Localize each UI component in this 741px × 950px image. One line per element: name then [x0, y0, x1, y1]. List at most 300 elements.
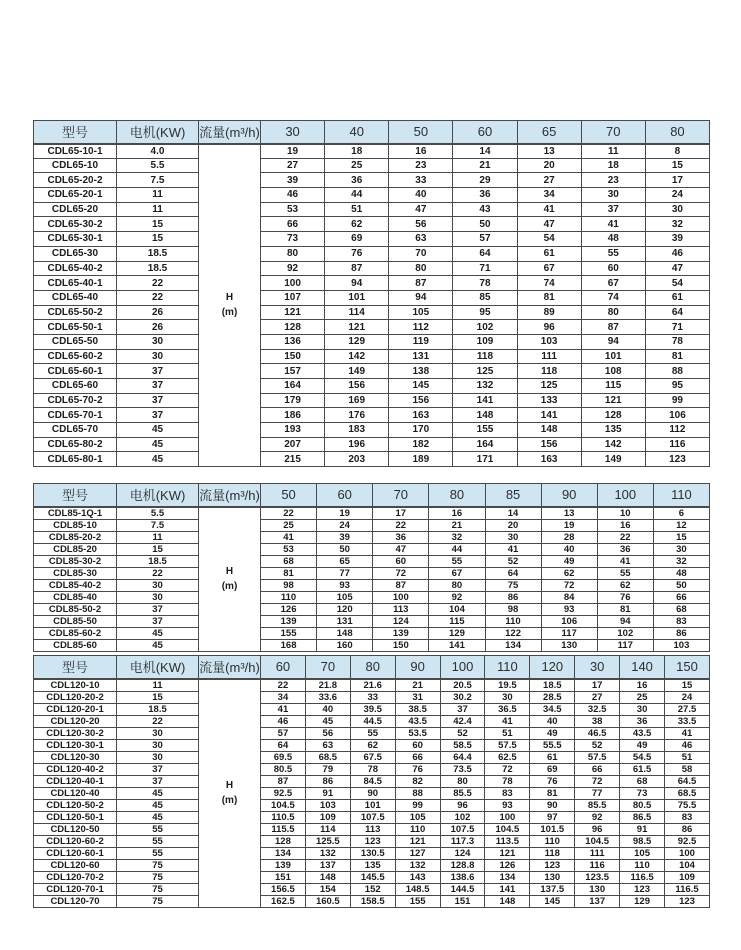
value-cell: 66	[653, 591, 709, 603]
value-cell: 129	[620, 895, 665, 907]
value-cell: 94	[581, 334, 645, 349]
value-cell: 96	[517, 320, 581, 335]
table-row	[34, 290, 710, 305]
motor-cell: 55	[117, 847, 199, 859]
value-cell: 116	[575, 859, 620, 871]
value-cell: 162.5	[261, 895, 306, 907]
value-cell: 107.5	[440, 823, 485, 835]
model-cell: CDL65-10-1	[34, 144, 117, 159]
model-cell: CDL65-70	[34, 423, 117, 438]
table-row	[34, 305, 710, 320]
value-cell: 72	[575, 775, 620, 787]
value-cell: 81	[517, 290, 581, 305]
value-cell: 86	[653, 627, 709, 639]
model-cell: CDL65-40	[34, 290, 117, 305]
value-cell: 99	[395, 799, 440, 811]
value-cell: 43.5	[395, 715, 440, 727]
table-row	[34, 691, 710, 703]
value-cell: 152	[350, 883, 395, 895]
value-cell: 134	[485, 639, 541, 651]
table-row	[34, 437, 710, 452]
value-cell: 80	[389, 261, 453, 276]
pump-table-cdl85-section	[33, 483, 710, 652]
value-cell: 123	[620, 883, 665, 895]
motor-cell: 26	[117, 305, 199, 320]
value-cell: 142	[325, 349, 389, 364]
value-cell: 130	[530, 871, 575, 883]
motor-cell: 7.5	[117, 173, 199, 188]
motor-cell: 18.5	[117, 246, 199, 261]
value-cell: 121	[581, 393, 645, 408]
value-cell: 170	[389, 423, 453, 438]
motor-cell: 30	[117, 727, 199, 739]
value-cell: 68.5	[305, 751, 350, 763]
value-cell: 33.5	[665, 715, 710, 727]
value-cell: 176	[325, 408, 389, 423]
value-cell: 92.5	[665, 835, 710, 847]
value-cell: 30	[653, 543, 709, 555]
value-cell: 189	[389, 452, 453, 467]
value-cell: 25	[620, 691, 665, 703]
value-cell: 131	[389, 349, 453, 364]
motor-cell: 11	[117, 188, 199, 203]
value-cell: 87	[389, 276, 453, 291]
header-row	[34, 121, 710, 144]
value-cell: 121	[325, 320, 389, 335]
value-cell: 60	[373, 555, 429, 567]
value-cell: 94	[597, 615, 653, 627]
value-cell: 100	[485, 811, 530, 823]
value-cell: 21	[453, 158, 517, 173]
value-cell: 100	[373, 591, 429, 603]
motor-cell: 18.5	[117, 703, 199, 715]
motor-cell: 45	[117, 452, 199, 467]
motor-cell: 45	[117, 639, 199, 651]
value-cell: 148	[305, 871, 350, 883]
value-cell: 55	[581, 246, 645, 261]
value-cell: 66	[575, 763, 620, 775]
value-cell: 90	[350, 787, 395, 799]
value-cell: 70	[389, 246, 453, 261]
value-cell: 66	[395, 751, 440, 763]
value-cell: 100	[261, 276, 325, 291]
value-cell: 143	[395, 871, 440, 883]
value-cell: 13	[517, 144, 581, 159]
value-cell: 48	[581, 232, 645, 247]
model-cell: CDL85-60	[34, 639, 117, 651]
motor-cell: 75	[117, 859, 199, 871]
value-cell: 135	[350, 859, 395, 871]
value-cell: 109	[665, 871, 710, 883]
value-cell: 155	[261, 627, 317, 639]
value-cell: 62	[325, 217, 389, 232]
value-cell: 76	[395, 763, 440, 775]
value-cell: 18.5	[530, 679, 575, 692]
value-cell: 110	[620, 859, 665, 871]
motor-cell: 37	[117, 615, 199, 627]
value-cell: 23	[389, 158, 453, 173]
motor-cell: 37	[117, 408, 199, 423]
value-cell: 101	[581, 349, 645, 364]
model-cell: CDL120-40-2	[34, 763, 117, 775]
motor-cell: 45	[117, 799, 199, 811]
value-cell: 21	[395, 679, 440, 692]
model-cell: CDL65-50-1	[34, 320, 117, 335]
model-cell: CDL85-30	[34, 567, 117, 579]
head-unit-parens: (m)	[221, 795, 238, 806]
value-cell: 46	[645, 246, 709, 261]
value-cell: 28	[541, 531, 597, 543]
value-cell: 110	[530, 835, 575, 847]
model-cell: CDL65-20	[34, 202, 117, 217]
value-cell: 74	[517, 276, 581, 291]
flow-header: 流量(m³/h)	[199, 656, 261, 679]
value-cell: 19.5	[485, 679, 530, 692]
value-cell: 72	[541, 579, 597, 591]
table-row	[34, 679, 710, 692]
motor-header: 电机(KW)	[117, 656, 199, 679]
head-unit-cell	[199, 679, 261, 908]
value-cell: 80.5	[261, 763, 306, 775]
value-cell: 121	[485, 847, 530, 859]
table-row	[34, 639, 710, 651]
value-cell: 104.5	[261, 799, 306, 811]
value-cell: 123	[350, 835, 395, 847]
value-cell: 168	[261, 639, 317, 651]
value-cell: 16	[389, 144, 453, 159]
value-cell: 81	[645, 349, 709, 364]
value-cell: 36	[373, 531, 429, 543]
value-cell: 22	[261, 507, 317, 520]
value-cell: 33.6	[305, 691, 350, 703]
model-cell: CDL85-60-2	[34, 627, 117, 639]
value-cell: 47	[373, 543, 429, 555]
value-cell: 55.5	[530, 739, 575, 751]
header-row	[34, 656, 710, 679]
value-cell: 49	[541, 555, 597, 567]
value-cell: 6	[653, 507, 709, 520]
value-cell: 93	[541, 603, 597, 615]
value-cell: 105	[620, 847, 665, 859]
value-cell: 98	[485, 603, 541, 615]
value-cell: 16	[597, 519, 653, 531]
value-cell: 91	[620, 823, 665, 835]
value-cell: 57	[453, 232, 517, 247]
value-cell: 92	[429, 591, 485, 603]
head-unit-symbol: H	[225, 291, 234, 303]
value-cell: 105	[395, 811, 440, 823]
table-row	[34, 261, 710, 276]
value-cell: 67	[429, 567, 485, 579]
value-cell: 76	[597, 591, 653, 603]
table-row	[34, 423, 710, 438]
value-cell: 101	[325, 290, 389, 305]
value-cell: 61.5	[620, 763, 665, 775]
model-cell: CDL65-60-2	[34, 349, 117, 364]
model-header: 型号	[34, 656, 117, 679]
motor-cell: 22	[117, 567, 199, 579]
value-cell: 88	[395, 787, 440, 799]
value-cell: 32	[645, 217, 709, 232]
value-cell: 150	[373, 639, 429, 651]
motor-cell: 30	[117, 739, 199, 751]
value-cell: 160.5	[305, 895, 350, 907]
value-cell: 124	[373, 615, 429, 627]
value-cell: 62	[541, 567, 597, 579]
value-cell: 157	[261, 364, 325, 379]
value-cell: 106	[645, 408, 709, 423]
value-cell: 108	[581, 364, 645, 379]
model-cell: CDL120-60-1	[34, 847, 117, 859]
value-cell: 94	[325, 276, 389, 291]
value-cell: 164	[453, 437, 517, 452]
value-cell: 46.5	[575, 727, 620, 739]
table-row	[34, 519, 710, 531]
pump-table-cdl120-section	[33, 655, 710, 908]
spec-table-cdl120	[33, 655, 710, 908]
value-cell: 41	[517, 202, 581, 217]
motor-cell: 26	[117, 320, 199, 335]
head-unit-symbol: H	[225, 565, 234, 577]
value-cell: 133	[517, 393, 581, 408]
value-cell: 41	[581, 217, 645, 232]
flow-col-header: 140	[620, 656, 665, 679]
value-cell: 125	[517, 379, 581, 394]
value-cell: 158.5	[350, 895, 395, 907]
value-cell: 55	[597, 567, 653, 579]
model-cell: CDL65-40-1	[34, 276, 117, 291]
value-cell: 43	[453, 202, 517, 217]
model-cell: CDL85-50-2	[34, 603, 117, 615]
value-cell: 16	[620, 679, 665, 692]
model-cell: CDL120-20	[34, 715, 117, 727]
flow-col-header: 70	[373, 484, 429, 507]
value-cell: 121	[261, 305, 325, 320]
flow-col-header: 120	[530, 656, 575, 679]
value-cell: 87	[261, 775, 306, 787]
value-cell: 41	[485, 543, 541, 555]
value-cell: 67	[517, 261, 581, 276]
motor-cell: 55	[117, 823, 199, 835]
value-cell: 128	[261, 320, 325, 335]
value-cell: 49	[620, 739, 665, 751]
table-row	[34, 531, 710, 543]
model-cell: CDL120-50-2	[34, 799, 117, 811]
value-cell: 92	[575, 811, 620, 823]
table-row	[34, 775, 710, 787]
table-row	[34, 567, 710, 579]
table-row	[34, 883, 710, 895]
value-cell: 155	[453, 423, 517, 438]
value-cell: 25	[261, 519, 317, 531]
value-cell: 145	[389, 379, 453, 394]
value-cell: 85.5	[440, 787, 485, 799]
value-cell: 122	[485, 627, 541, 639]
value-cell: 110.5	[261, 811, 306, 823]
motor-cell: 30	[117, 579, 199, 591]
flow-col-header: 40	[325, 121, 389, 144]
value-cell: 86	[665, 823, 710, 835]
model-cell: CDL120-40	[34, 787, 117, 799]
value-cell: 145.5	[350, 871, 395, 883]
value-cell: 169	[325, 393, 389, 408]
value-cell: 95	[645, 379, 709, 394]
model-cell: CDL120-60-2	[34, 835, 117, 847]
value-cell: 36	[325, 173, 389, 188]
flow-header: 流量(m³/h)	[199, 121, 261, 144]
motor-cell: 30	[117, 751, 199, 763]
value-cell: 17	[645, 173, 709, 188]
value-cell: 145	[530, 895, 575, 907]
value-cell: 44	[325, 188, 389, 203]
table-row	[34, 379, 710, 394]
value-cell: 98.5	[620, 835, 665, 847]
model-cell: CDL120-70-2	[34, 871, 117, 883]
value-cell: 137	[575, 895, 620, 907]
value-cell: 107.5	[350, 811, 395, 823]
value-cell: 98	[261, 579, 317, 591]
value-cell: 40	[305, 703, 350, 715]
table-row	[34, 144, 710, 159]
table-row	[34, 811, 710, 823]
motor-cell: 45	[117, 627, 199, 639]
value-cell: 55	[350, 727, 395, 739]
value-cell: 182	[389, 437, 453, 452]
value-cell: 62.5	[485, 751, 530, 763]
value-cell: 29	[453, 173, 517, 188]
value-cell: 71	[645, 320, 709, 335]
value-cell: 47	[389, 202, 453, 217]
value-cell: 154	[305, 883, 350, 895]
value-cell: 155	[395, 895, 440, 907]
value-cell: 80	[261, 246, 325, 261]
motor-cell: 5.5	[117, 507, 199, 520]
motor-cell: 5.5	[117, 158, 199, 173]
value-cell: 90	[530, 799, 575, 811]
spec-table-cdl85	[33, 483, 710, 652]
value-cell: 136	[261, 334, 325, 349]
value-cell: 30.2	[440, 691, 485, 703]
value-cell: 126	[485, 859, 530, 871]
value-cell: 17	[373, 507, 429, 520]
flow-col-header: 60	[453, 121, 517, 144]
value-cell: 151	[261, 871, 306, 883]
table-row	[34, 703, 710, 715]
value-cell: 48	[653, 567, 709, 579]
value-cell: 40	[530, 715, 575, 727]
value-cell: 103	[653, 639, 709, 651]
value-cell: 14	[485, 507, 541, 520]
value-cell: 132	[305, 847, 350, 859]
flow-col-header: 60	[317, 484, 373, 507]
value-cell: 101.5	[530, 823, 575, 835]
motor-cell: 11	[117, 202, 199, 217]
table-row	[34, 715, 710, 727]
value-cell: 30	[620, 703, 665, 715]
value-cell: 94	[389, 290, 453, 305]
value-cell: 186	[261, 408, 325, 423]
flow-col-header: 50	[389, 121, 453, 144]
value-cell: 41	[597, 555, 653, 567]
flow-col-header: 65	[517, 121, 581, 144]
value-cell: 92	[261, 261, 325, 276]
value-cell: 110	[395, 823, 440, 835]
value-cell: 123	[530, 859, 575, 871]
value-cell: 156	[325, 379, 389, 394]
value-cell: 38	[575, 715, 620, 727]
motor-cell: 37	[117, 763, 199, 775]
table-row	[34, 217, 710, 232]
value-cell: 87	[325, 261, 389, 276]
value-cell: 125	[453, 364, 517, 379]
value-cell: 33	[389, 173, 453, 188]
value-cell: 85.5	[575, 799, 620, 811]
value-cell: 93	[485, 799, 530, 811]
model-cell: CDL85-10	[34, 519, 117, 531]
flow-col-header: 110	[653, 484, 709, 507]
model-cell: CDL120-20-2	[34, 691, 117, 703]
motor-cell: 75	[117, 895, 199, 907]
model-header: 型号	[34, 121, 117, 144]
value-cell: 137.5	[530, 883, 575, 895]
value-cell: 72	[373, 567, 429, 579]
header-row	[34, 484, 710, 507]
value-cell: 58.5	[440, 739, 485, 751]
value-cell: 14	[453, 144, 517, 159]
model-cell: CDL120-50-1	[34, 811, 117, 823]
value-cell: 27	[575, 691, 620, 703]
value-cell: 28.5	[530, 691, 575, 703]
model-cell: CDL85-20-2	[34, 531, 117, 543]
table-row	[34, 276, 710, 291]
flow-col-header: 100	[440, 656, 485, 679]
value-cell: 84.5	[350, 775, 395, 787]
value-cell: 53.5	[395, 727, 440, 739]
value-cell: 151	[440, 895, 485, 907]
value-cell: 149	[581, 452, 645, 467]
value-cell: 21.6	[350, 679, 395, 692]
value-cell: 68	[261, 555, 317, 567]
value-cell: 109	[453, 334, 517, 349]
value-cell: 115.5	[261, 823, 306, 835]
model-cell: CDL65-30	[34, 246, 117, 261]
motor-cell: 7.5	[117, 519, 199, 531]
value-cell: 15	[645, 158, 709, 173]
table-row	[34, 202, 710, 217]
value-cell: 141	[453, 393, 517, 408]
value-cell: 207	[261, 437, 325, 452]
value-cell: 121	[395, 835, 440, 847]
value-cell: 11	[581, 144, 645, 159]
value-cell: 95	[453, 305, 517, 320]
value-cell: 62	[597, 579, 653, 591]
value-cell: 149	[325, 364, 389, 379]
value-cell: 65	[317, 555, 373, 567]
value-cell: 160	[317, 639, 373, 651]
model-cell: CDL85-20	[34, 543, 117, 555]
value-cell: 36	[597, 543, 653, 555]
value-cell: 129	[325, 334, 389, 349]
table-row	[34, 835, 710, 847]
table-row	[34, 246, 710, 261]
value-cell: 128	[581, 408, 645, 423]
value-cell: 44	[429, 543, 485, 555]
motor-cell: 75	[117, 871, 199, 883]
value-cell: 15	[665, 679, 710, 692]
model-cell: CDL120-30-1	[34, 739, 117, 751]
model-cell: CDL85-40	[34, 591, 117, 603]
model-cell: CDL120-70-1	[34, 883, 117, 895]
